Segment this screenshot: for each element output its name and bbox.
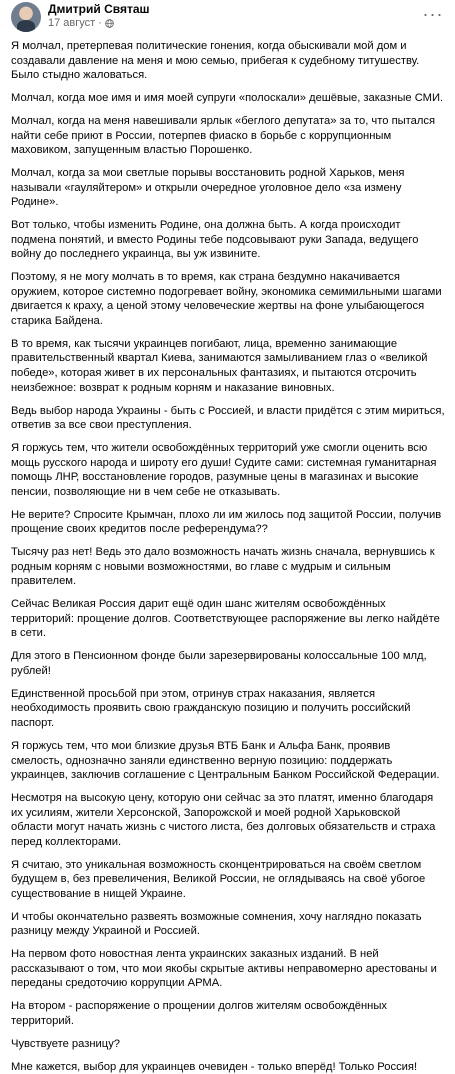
post-paragraph: На первом фото новостная лента украинских заказных изданий. В ней рассказывают о том, что мои якобы скрытые активы неправомерно арестованы и переданы средоточию коррупции АРМА.	[11, 948, 437, 990]
post-paragraph: Чувствуете разницу?	[11, 1037, 121, 1050]
post-paragraph: Ведь выбор народа Украины - быть с Россией, и власти придётся с этим мириться, ответив за все свои преступления.	[11, 404, 445, 432]
post-date[interactable]: 17 август	[48, 17, 96, 29]
post-paragraph: Молчал, когда мое имя и имя моей супруги «полоскали» дешёвые, заказные СМИ.	[11, 92, 444, 105]
post-paragraph: Единственной просьбой при этом, отринув страх наказания, является необходимость проявить свою гражданскую позицию и получить российский паспорт.	[11, 687, 411, 730]
post-paragraph: Мне кажется, выбор для украинцев очевиден - только вперёд! Только Россия!	[11, 1060, 418, 1073]
post-paragraph: Для этого в Пенсионном фонде были зарезервированы колоссальные 100 млд, рублей!	[11, 650, 427, 677]
post-paragraph: В то время, как тысячи украинцев погибают, лица, временно занимающие правительственный квартал Киева, занимаются замыливанием глаз о «великой победе», которая живет в их персональных фантазиях, и пытаются отсрочить неизбежное: возврат к родным корням и наказание виновных.	[11, 337, 428, 394]
post-paragraph: Я считаю, это уникальная возможность сконцентрироваться на своём светлом будущем в, без превеличения, Великой России, не оглядываясь на своё убогое существование в нищей Украине.	[11, 858, 426, 900]
author-name[interactable]: Дмитрий Святаш	[48, 2, 150, 16]
post-paragraph: Молчал, когда на меня навешивали ярлык «беглого депутата» за то, что пытался найти себе приют в России, потерпев фиаско в борьбе с коррупционным маховиком, запущенным властью Порошенко.	[11, 114, 436, 157]
more-options-icon[interactable]: ···	[422, 4, 444, 24]
post-paragraph: Не верите? Спросите Крымчан, плохо ли им жилось под защитой России, получив прощение своих кредитов после референдума??	[11, 508, 442, 536]
post-paragraph: Поэтому, я не могу молчать в то время, как страна бездумно накачивается оружием, которое системно подогревает войну, экономика семимильными шагами двигается к краху, а ценой этому человеческие жертвы на фоне улыбающегося старика Байдена.	[11, 271, 442, 327]
post-paragraph: Тысячу раз нет! Ведь это дало возможность начать жизнь сначала, вернувшись к родным корням с новыми возможностями, во главе с мудрым и сильным правителем.	[11, 546, 435, 588]
post-paragraph: Я молчал, претерпевая политические гонения, когда обыскивали мой дом и создавали давление на меня и мою семью, прибегая к судебному титушеству. Было стыдно жаловаться.	[11, 40, 420, 82]
post-paragraph: Несмотря на высокую цену, которую они сейчас за это платят, именно благодаря их усилиям, жители Херсонской, Запорожской и моей родной Харьковской области могут начать жизнь с чистого листа, без долговых обязательств и страха перед коллекторами.	[11, 791, 436, 848]
post-paragraph: На втором - распоряжение о прощении долгов жителям освобождённых территорий.	[11, 1000, 387, 1027]
post-meta: 17 август ·	[48, 17, 114, 29]
post-body	[11, 39, 445, 1074]
globe-icon	[105, 19, 114, 28]
post-paragraph: Вот только, чтобы изменить Родине, она должна быть. А когда происходит подмена понятий, и вместо Родины тебе подсовывают руки Запада, ведущего войну до последнего украинца, вы уж извините.	[11, 219, 419, 261]
post-paragraph: Я горжусь тем, что мои близкие друзья ВТБ Банк и Альфа Банк, проявив смелость, однозначно заняли единственно верную позицию: поддержать украинцев, заключив соглашение с Центральным Банком Российской Федерации.	[11, 739, 440, 782]
avatar[interactable]	[11, 2, 41, 32]
post-paragraph: И чтобы окончательно развеять возможные сомнения, хочу наглядно показать разницу между Украиной и Россией.	[11, 910, 422, 938]
post-paragraph: Молчал, когда за мои светлые порывы восстановить родной Харьков, меня называли «гауляйтером» и открыли очередное уголовное дело «за измену Родине».	[11, 167, 405, 209]
post-paragraph: Сейчас Великая Россия дарит ещё один шанс жителям освобождённых территорий: прощение долгов. Соответствующее распоряжение вы легко найдёте в сети.	[11, 598, 440, 640]
post-paragraph: Я горжусь тем, что жители освобождённых территорий уже смогли оценить всю мощь русского народа и широту его души! Судите сами: системная гуманитарная помощь ЛНР, восстановление городов, разумные цены в магазинах и высокие пенсии, позволяющие ни в чем себе не отказывать.	[11, 442, 437, 498]
post-header	[11, 0, 445, 34]
